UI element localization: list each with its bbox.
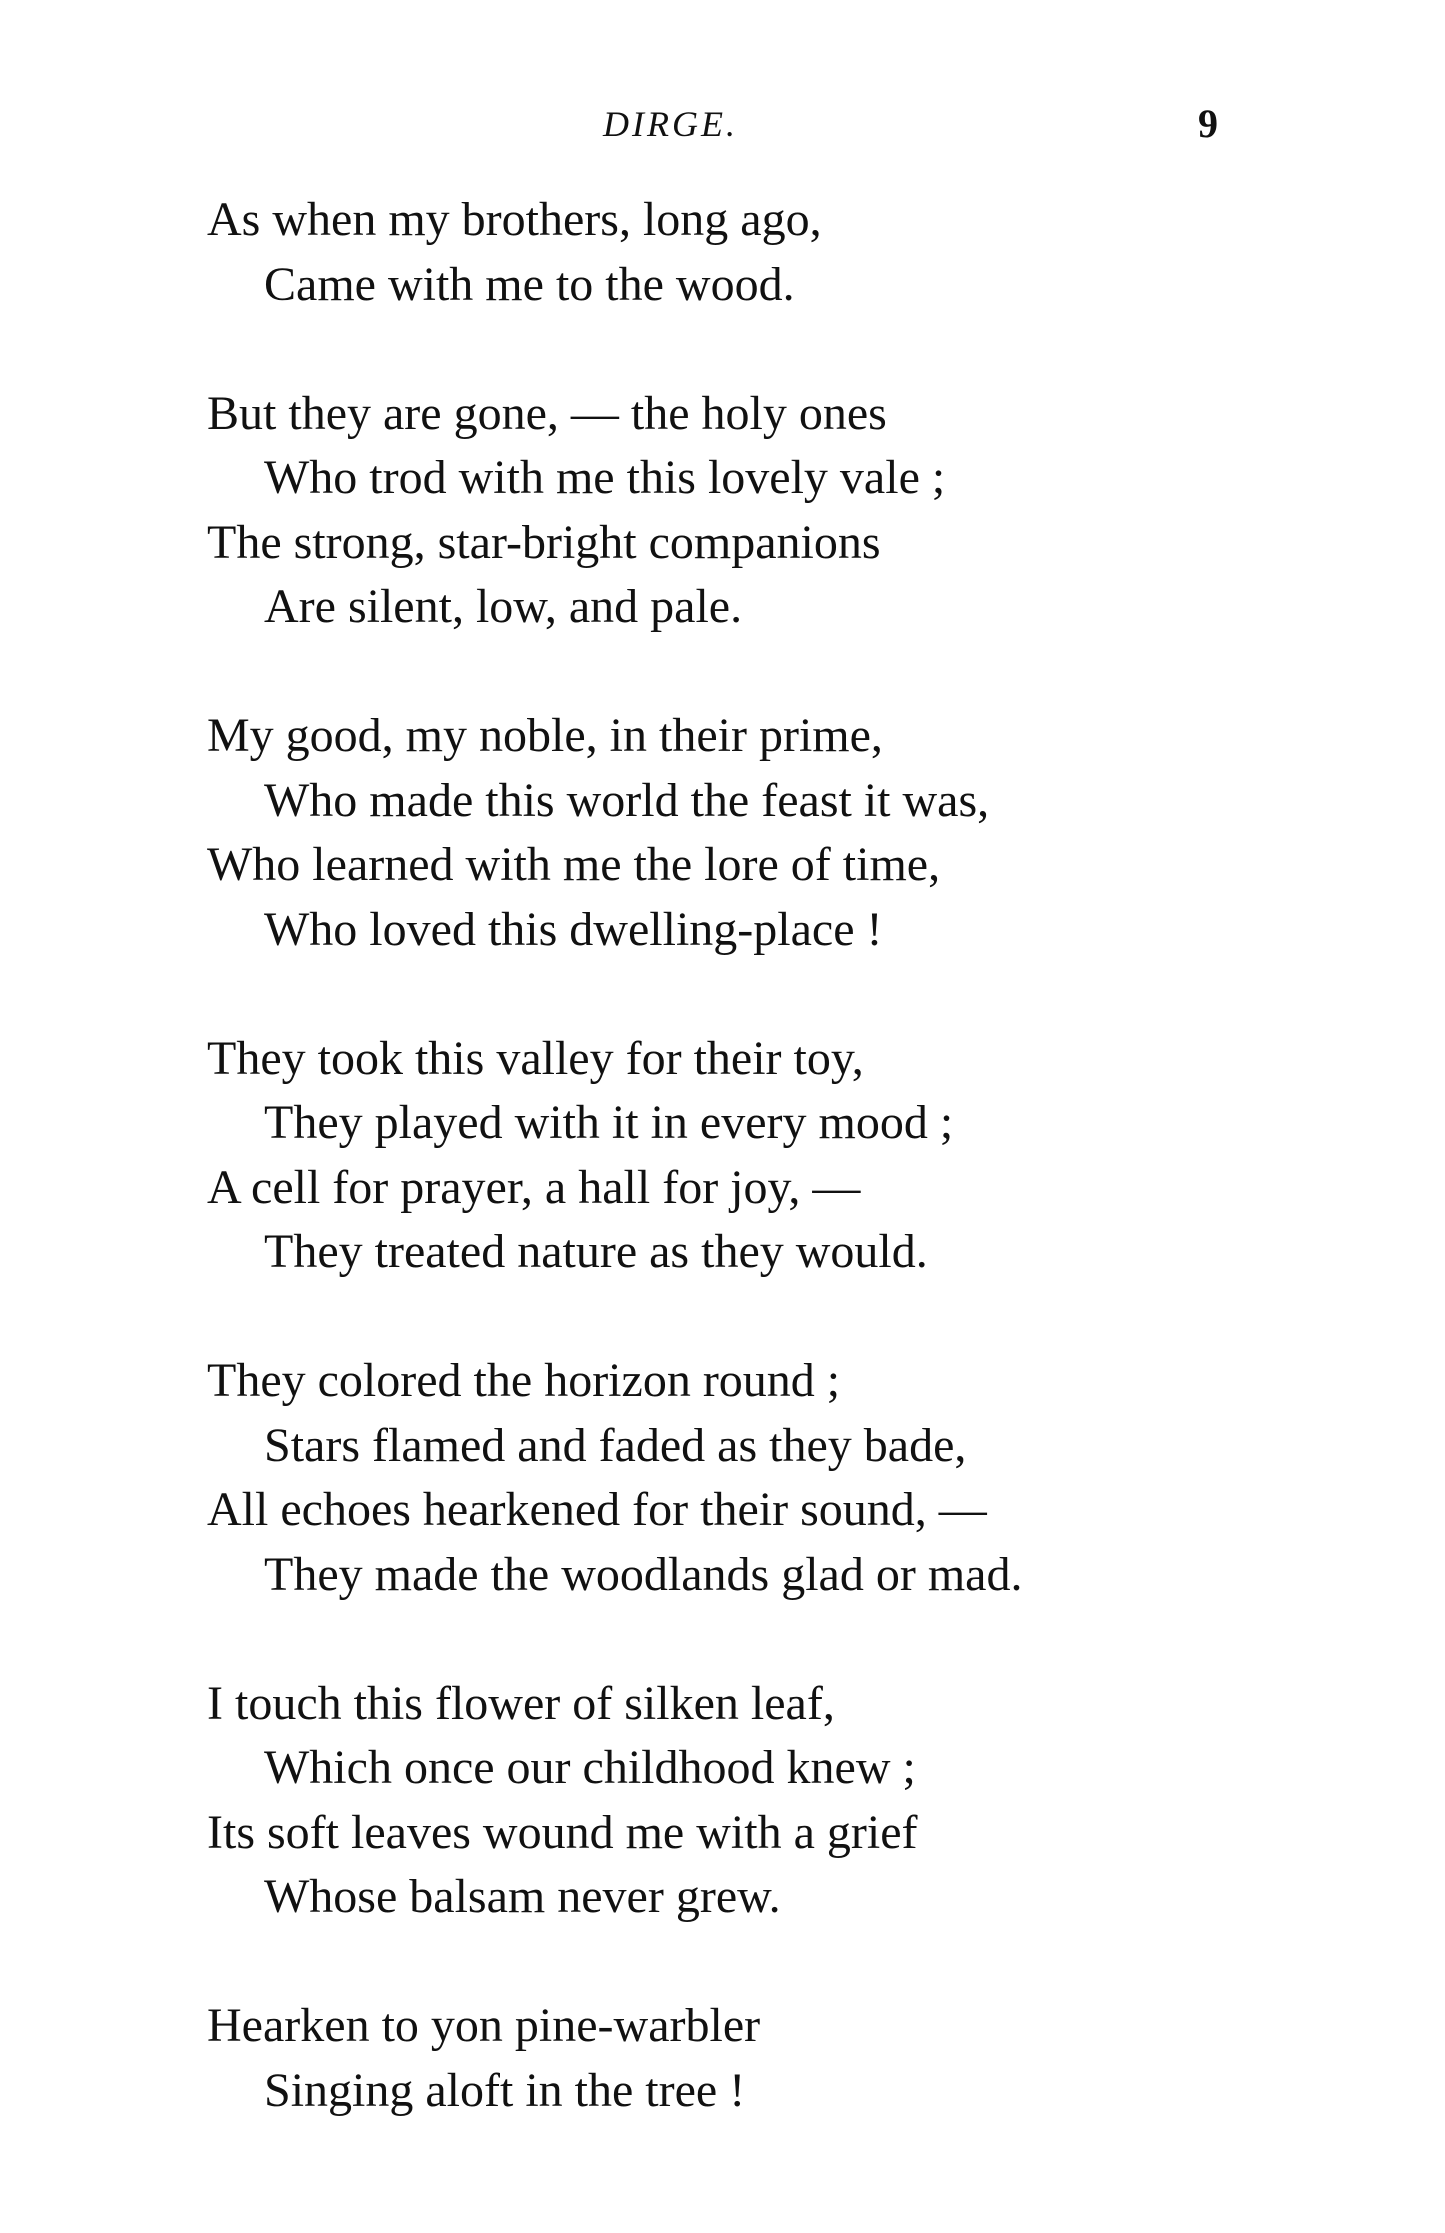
poem-line: Whose balsam never grew. [264,1870,781,1923]
poem-line: But they are gone, — the holy ones [207,386,887,440]
stanza-4 [207,1027,1307,1285]
poem-line: I touch this flower of silken leaf, [207,1676,835,1730]
poem-line: Its soft leaves wound me with a grief [207,1805,918,1859]
running-head [0,98,1445,158]
stanza-6 [207,1672,1307,1930]
stanza-3 [207,704,1307,962]
poem-line: They colored the horizon round ; [207,1354,841,1407]
poem-line: They made the woodlands glad or mad. [264,1547,1023,1601]
poem-line: Who trod with me this lovely vale ; [264,451,946,504]
running-title: DIRGE. [603,104,738,144]
stanza-5 [207,1349,1307,1607]
poem-line: My good, my noble, in their prime, [207,709,883,762]
poem-line: All echoes hearkened for their sound, — [207,1483,987,1536]
poem-line: Singing aloft in the tree ! [264,2063,746,2117]
stanza-2 [207,382,1307,640]
poem-line: Which once our childhood knew ; [264,1741,916,1794]
poem-line: They played with it in every mood ; [264,1096,954,1149]
poem-line: They took this valley for their toy, [207,1031,864,1085]
poem-line: They treated nature as they would. [264,1225,928,1278]
poem-line: Who made this world the feast it was, [264,773,990,827]
poem-line: Are silent, low, and pale. [264,580,743,633]
page-number: 9 [1198,101,1218,146]
poem-body [207,188,1307,2188]
poem-line: The strong, star-bright companions [207,515,881,569]
poem-line: Who learned with me the lore of time, [207,838,941,891]
poem-line: Came with me to the wood. [264,257,795,311]
poem-line: Hearken to yon pine-warbler [207,1999,761,2052]
stanza-1 [207,188,1307,317]
poem-line: A cell for prayer, a hall for joy, — [207,1160,861,1214]
stanza-7 [207,1994,1307,2123]
poem-line: Stars flamed and faded as they bade, [264,1418,967,1472]
poem-line: Who loved this dwelling-place ! [264,902,883,956]
poem-line: As when my brothers, long ago, [207,193,822,246]
